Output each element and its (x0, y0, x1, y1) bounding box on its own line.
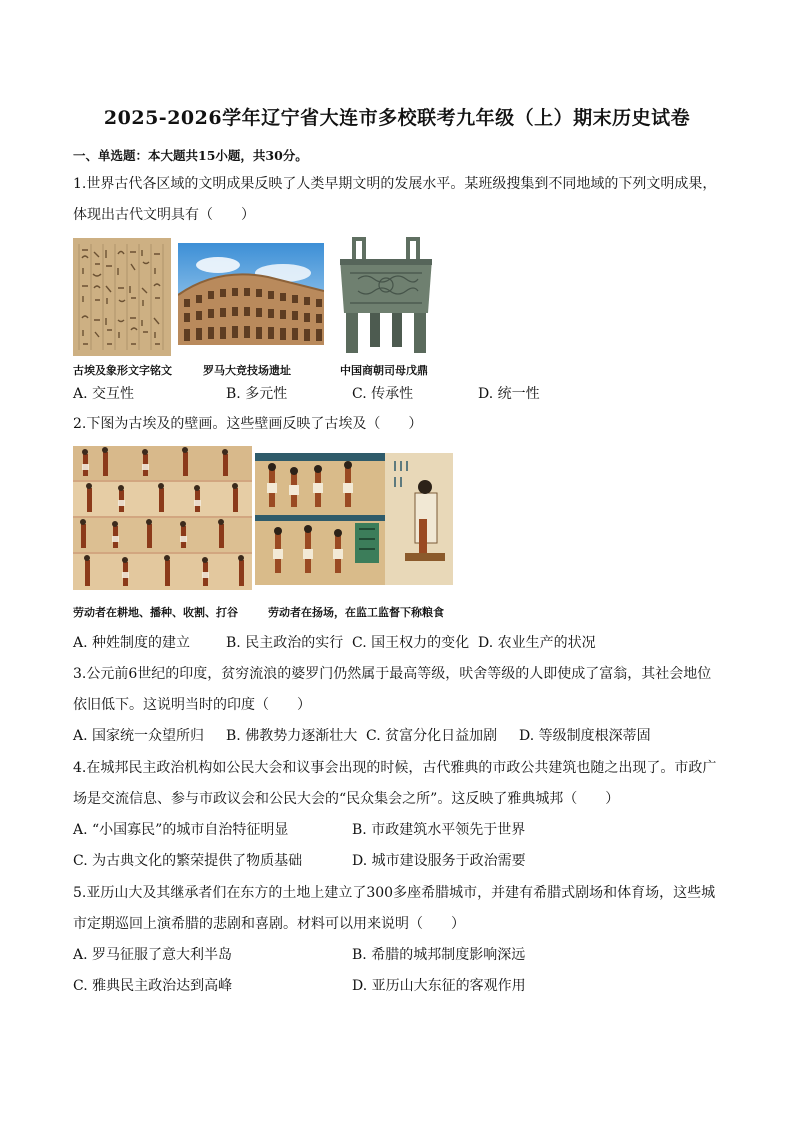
q1-option-b[interactable]: B. 多元性 (226, 386, 288, 402)
q1-option-d[interactable]: D. 统一性 (478, 386, 540, 402)
q3-option-a[interactable]: A. 国家统一众望所归 (73, 728, 205, 744)
egyptian-mural-granary-image (255, 453, 453, 585)
q5-stem-line1: 5.亚历山大及其继承者们在东方的土地上建立了300多座希腊城市，并建有希腊式剧场和体育场，这些城 (73, 885, 716, 901)
q4-stem-line1: 4.在城邦民主政治机构如公民大会和议事会出现的时候，古代雅典的市政公共建筑也随之出现了。市政广 (73, 760, 717, 776)
q1-option-c[interactable]: C. 传承性 (352, 386, 414, 402)
q5-option-b[interactable]: B. 希腊的城邦制度影响深远 (352, 947, 526, 963)
egyptian-mural-farming-image (73, 446, 252, 590)
q2-caption-farming: 劳动者在耕地、播种、收割、打谷 (73, 606, 238, 619)
q1-caption-hieroglyph: 古埃及象形文字铭文 (73, 364, 172, 377)
q5-option-a[interactable]: A. 罗马征服了意大利半岛 (73, 947, 233, 963)
q4-option-a[interactable]: A. “小国寡民”的城市自治特征明显 (73, 822, 289, 838)
q3-stem-line2: 依旧低下。这说明当时的印度（ ） (73, 697, 311, 713)
q1-stem-line2: 体现出古代文明具有（ ） (73, 207, 255, 223)
q2-stem: 2.下图为古埃及的壁画。这些壁画反映了古埃及（ ） (73, 416, 423, 432)
simuwu-ding-image (330, 233, 442, 359)
q1-caption-ding: 中国商朝司母戊鼎 (340, 364, 428, 377)
q4-option-b[interactable]: B. 市政建筑水平领先于世界 (352, 822, 526, 838)
exam-title: 2025-2026学年辽宁省大连市多校联考九年级（上）期末历史试卷 (103, 107, 691, 129)
q2-option-c[interactable]: C. 国王权力的变化 (352, 635, 470, 651)
q4-option-c[interactable]: C. 为古典文化的繁荣提供了物质基础 (73, 853, 303, 869)
colosseum-image (178, 243, 324, 345)
q5-stem-line2: 市定期巡回上演希腊的悲剧和喜剧。材料可以用来说明（ ） (73, 916, 465, 932)
q3-option-b[interactable]: B. 佛教势力逐渐壮大 (226, 728, 358, 744)
q4-option-d[interactable]: D. 城市建设服务于政治需要 (352, 853, 526, 869)
q1-stem-line1: 1.世界古代各区域的文明成果反映了人类早期文明的发展水平。某班级搜集到不同地域的下列文明成果， (73, 176, 717, 192)
q3-option-d[interactable]: D. 等级制度根深蒂固 (519, 728, 651, 744)
q3-stem-line1: 3.公元前6世纪的印度，贫穷流浪的婆罗门仍然属于最高等级，吠舍等级的人即使成了富翁，其社会地位 (73, 666, 712, 682)
q2-caption-granary: 劳动者在扬场，在监工监督下称粮食 (268, 606, 444, 619)
q1-caption-colosseum: 罗马大竞技场遗址 (203, 364, 291, 377)
q3-option-c[interactable]: C. 贫富分化日益加剧 (366, 728, 498, 744)
q2-option-b[interactable]: B. 民主政治的实行 (226, 635, 344, 651)
q2-option-a[interactable]: A. 种姓制度的建立 (73, 635, 191, 651)
q1-option-a[interactable]: A. 交互性 (73, 386, 135, 402)
q4-stem-line2: 场是交流信息、参与市政议会和公民大会的“民众集会之所”。这反映了雅典城邦（ ） (73, 791, 620, 807)
q5-option-d[interactable]: D. 亚历山大东征的客观作用 (352, 978, 526, 994)
q2-option-d[interactable]: D. 农业生产的状况 (478, 635, 596, 651)
q5-option-c[interactable]: C. 雅典民主政治达到高峰 (73, 978, 233, 994)
egyptian-hieroglyph-image (73, 238, 171, 356)
section-heading: 一、单选题：本大题共15小题，共30分。 (73, 148, 308, 163)
